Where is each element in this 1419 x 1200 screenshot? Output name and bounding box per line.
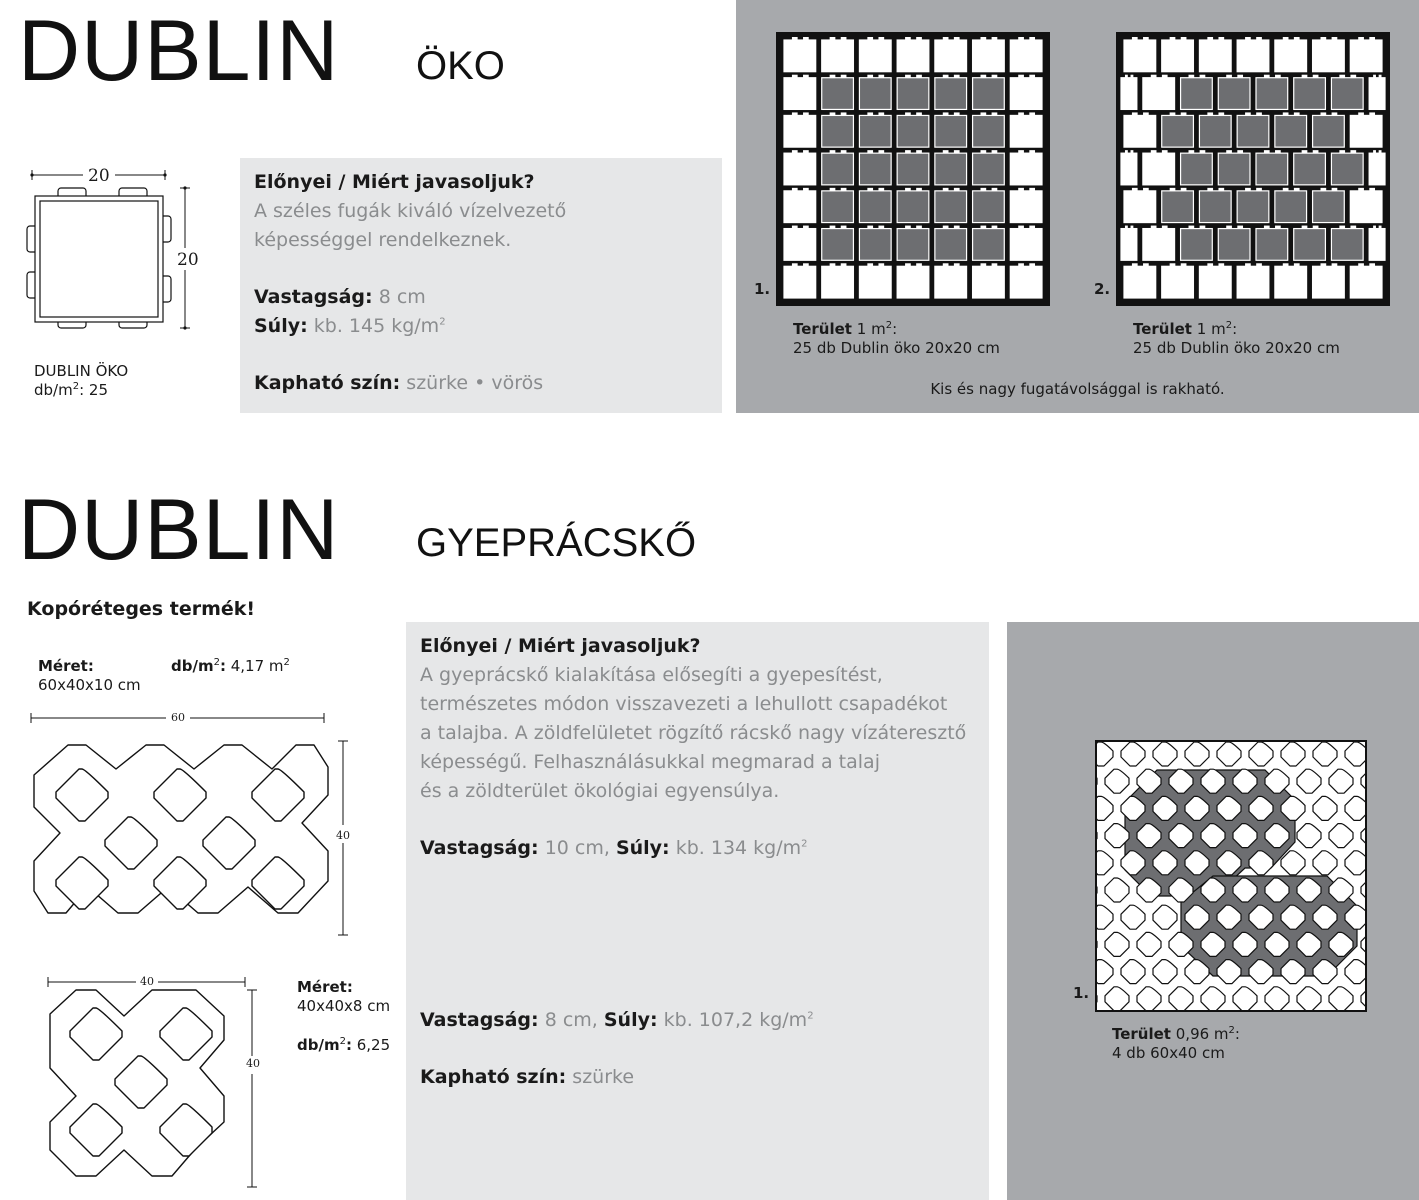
paving-tile — [859, 191, 891, 223]
paving-tile — [897, 191, 929, 223]
paving-tile — [1350, 40, 1382, 72]
grass-paver-40x40-drawing — [40, 972, 270, 1192]
section2-desc-line: A gyeprácskő kialakítása elősegíti a gyepesítést, — [420, 664, 883, 686]
large-size: Méret: 60x40x10 cm — [38, 657, 141, 694]
paving-tile — [973, 191, 1005, 223]
paving-tile — [1331, 153, 1363, 185]
small-dim-height: 40 — [246, 1057, 260, 1070]
paving-tile — [1010, 191, 1042, 223]
paving-tile — [1010, 153, 1042, 185]
grass-pattern-number: 1. — [1073, 984, 1090, 1002]
section1-weight: Súly: kb. 145 $kg/m^2$ — [254, 315, 446, 337]
paving-tile — [935, 229, 967, 261]
pattern-1-grid — [776, 32, 1050, 306]
small-size: Méret: 40x40x8 cm — [297, 978, 391, 1015]
paving-tile — [1294, 229, 1326, 261]
paving-tile — [973, 153, 1005, 185]
paving-tile — [1218, 229, 1250, 261]
pattern-1-caption: Terület 1 $m^2$: 25 db Dublin öko 20x20 cm — [793, 320, 1000, 357]
paving-tile — [1313, 266, 1345, 298]
paving-tile — [1218, 153, 1250, 185]
paving-tile — [1294, 153, 1326, 185]
paving-tile — [1331, 78, 1363, 110]
paving-tile — [1181, 153, 1213, 185]
paving-tile — [1199, 266, 1231, 298]
paving-tile — [859, 153, 891, 185]
paving-tile — [1313, 40, 1345, 72]
pattern-1-number: 1. — [754, 280, 771, 298]
section1-desc-line1: A széles fugák kiváló vízelvezető — [254, 200, 567, 222]
paving-tile — [1369, 229, 1385, 261]
paving-tile — [1124, 40, 1156, 72]
paving-tile — [1162, 115, 1194, 147]
paving-tile — [897, 40, 929, 72]
paving-tile — [1275, 115, 1307, 147]
paving-tile — [859, 78, 891, 110]
paving-tile — [973, 229, 1005, 261]
paving-tile — [1162, 266, 1194, 298]
paving-tile — [1313, 191, 1345, 223]
paving-tile — [1275, 40, 1307, 72]
section2-desc-line: képességű. Felhasználásukkal megmarad a talaj — [420, 751, 880, 773]
product-name: DUBLIN ÖKO — [34, 362, 129, 380]
paving-tile — [1199, 115, 1231, 147]
section1-color: Kapható szín: szürke • vörös — [254, 372, 544, 394]
section2-spec2: Vastagság: 8 cm, Súly: kb. 107,2 $kg/m^2$ — [420, 1009, 814, 1031]
paving-tile — [1294, 78, 1326, 110]
large-dim-height: 40 — [336, 829, 350, 842]
paving-tile — [1369, 78, 1385, 110]
paving-tile — [973, 266, 1005, 298]
paving-tile — [784, 78, 816, 110]
small-dim-width: 40 — [140, 975, 154, 988]
section2-spec1: Vastagság: 10 cm, Súly: kb. 134 $kg/m^2$ — [420, 837, 808, 859]
paving-tile — [1162, 40, 1194, 72]
paving-tile — [897, 153, 929, 185]
paving-tile — [935, 115, 967, 147]
section2-desc-line: a talajba. A zöldfelületet rögzítő rácskő nagy vízáteresztő — [420, 722, 967, 744]
small-units: $db/m^2$: 6,25 — [297, 1036, 391, 1054]
paving-tile — [822, 40, 854, 72]
paving-tile — [1143, 78, 1175, 110]
section1-desc-line2: képességgel rendelkeznek. — [254, 229, 512, 251]
paving-tile — [1124, 191, 1156, 223]
paving-tile — [1121, 153, 1137, 185]
paving-tile — [1218, 78, 1250, 110]
paving-tile — [859, 115, 891, 147]
paving-tile — [1181, 78, 1213, 110]
section1-title-sub: ÖKO — [416, 44, 505, 88]
paving-tile — [822, 153, 854, 185]
paving-tile — [784, 153, 816, 185]
paving-tile — [897, 229, 929, 261]
paving-tile — [784, 115, 816, 147]
paving-tile — [784, 191, 816, 223]
section2-tagline: Kopóréteges termék! — [27, 598, 256, 620]
paving-tile — [1369, 153, 1385, 185]
paving-tile — [935, 153, 967, 185]
paving-tile — [1124, 266, 1156, 298]
section2-pattern-panel — [1007, 622, 1419, 1200]
dim-height-label: 20 — [177, 250, 199, 270]
paving-tile — [859, 229, 891, 261]
grass-paver-60x40-drawing — [28, 705, 368, 945]
paving-tile — [1350, 191, 1382, 223]
section2-heading: Előnyei / Miért javasoljuk? — [420, 635, 701, 657]
paving-tile — [1331, 229, 1363, 261]
paving-tile — [1181, 229, 1213, 261]
paving-tile — [973, 78, 1005, 110]
section2-color: Kapható szín: szürke — [420, 1066, 635, 1088]
grass-pattern-caption: Terület 0,96 $m^2$: 4 db 60x40 cm — [1112, 1025, 1240, 1062]
paving-tile — [1237, 115, 1269, 147]
paving-tile — [1199, 191, 1231, 223]
paving-tile — [1121, 229, 1137, 261]
paving-tile — [1143, 153, 1175, 185]
pattern-2-caption: Terület 1 $m^2$: 25 db Dublin öko 20x20 cm — [1133, 320, 1340, 357]
paving-tile — [1143, 229, 1175, 261]
paving-tile — [1010, 229, 1042, 261]
paving-tile — [1237, 266, 1269, 298]
paving-tile — [859, 266, 891, 298]
paving-tile — [784, 266, 816, 298]
paving-tile — [784, 40, 816, 72]
large-units: $db/m^2$: 4,17 $m^2$ — [171, 657, 290, 675]
paving-tile — [1313, 115, 1345, 147]
paving-tile — [859, 40, 891, 72]
large-dim-width: 60 — [171, 711, 185, 724]
pattern-2-grid — [1116, 32, 1390, 306]
paving-tile — [1256, 229, 1288, 261]
paving-tile — [1121, 78, 1137, 110]
pattern-note: Kis és nagy fugatávolsággal is rakható. — [930, 380, 1225, 398]
section2-title — [18, 482, 340, 578]
paving-tile — [822, 115, 854, 147]
dim-width-label: 20 — [88, 166, 110, 186]
paving-tile — [822, 266, 854, 298]
section2-info-panel — [406, 622, 989, 1200]
paving-tile — [935, 191, 967, 223]
paving-tile — [1256, 153, 1288, 185]
section1-title — [18, 3, 340, 99]
paving-tile — [1256, 78, 1288, 110]
paving-tile — [935, 78, 967, 110]
section2-title-main: DUBLIN — [18, 482, 340, 578]
paving-tile — [1010, 40, 1042, 72]
paving-tile — [897, 115, 929, 147]
section2-title-sub: GYEPRÁCSKŐ — [416, 521, 697, 565]
section1-info-panel — [240, 158, 722, 413]
grass-paver-pattern — [1095, 740, 1367, 1012]
paving-tile — [897, 266, 929, 298]
section1-pattern-panel — [736, 0, 1419, 413]
paving-tile — [1010, 115, 1042, 147]
paving-tile — [1275, 191, 1307, 223]
paving-tile — [1237, 191, 1269, 223]
paving-tile — [1275, 266, 1307, 298]
paving-tile — [822, 191, 854, 223]
section1-heading: Előnyei / Miért javasoljuk? — [254, 171, 535, 193]
paving-tile — [822, 78, 854, 110]
section2-desc-line: természetes módon visszavezeti a lehullott csapadékot — [420, 693, 948, 715]
paving-tile — [1237, 40, 1269, 72]
paving-tile — [1010, 266, 1042, 298]
section1-title-main: DUBLIN — [18, 3, 340, 99]
paving-tile — [1350, 266, 1382, 298]
paving-tile — [935, 40, 967, 72]
paving-tile — [1350, 115, 1382, 147]
paving-tile — [935, 266, 967, 298]
section1-thickness: Vastagság: 8 cm — [254, 286, 426, 308]
section2-desc-line: és a zöldterület ökológiai egyensúlya. — [420, 780, 780, 802]
paving-tile — [1199, 40, 1231, 72]
paving-tile — [897, 78, 929, 110]
pattern-2-number: 2. — [1094, 280, 1111, 298]
paving-tile — [784, 229, 816, 261]
paving-tile — [973, 115, 1005, 147]
product-units: $db/m^2$: 25 — [34, 381, 109, 399]
paving-tile — [973, 40, 1005, 72]
paving-tile — [1124, 115, 1156, 147]
paving-tile — [822, 229, 854, 261]
paving-tile — [1162, 191, 1194, 223]
paving-tile — [1010, 78, 1042, 110]
